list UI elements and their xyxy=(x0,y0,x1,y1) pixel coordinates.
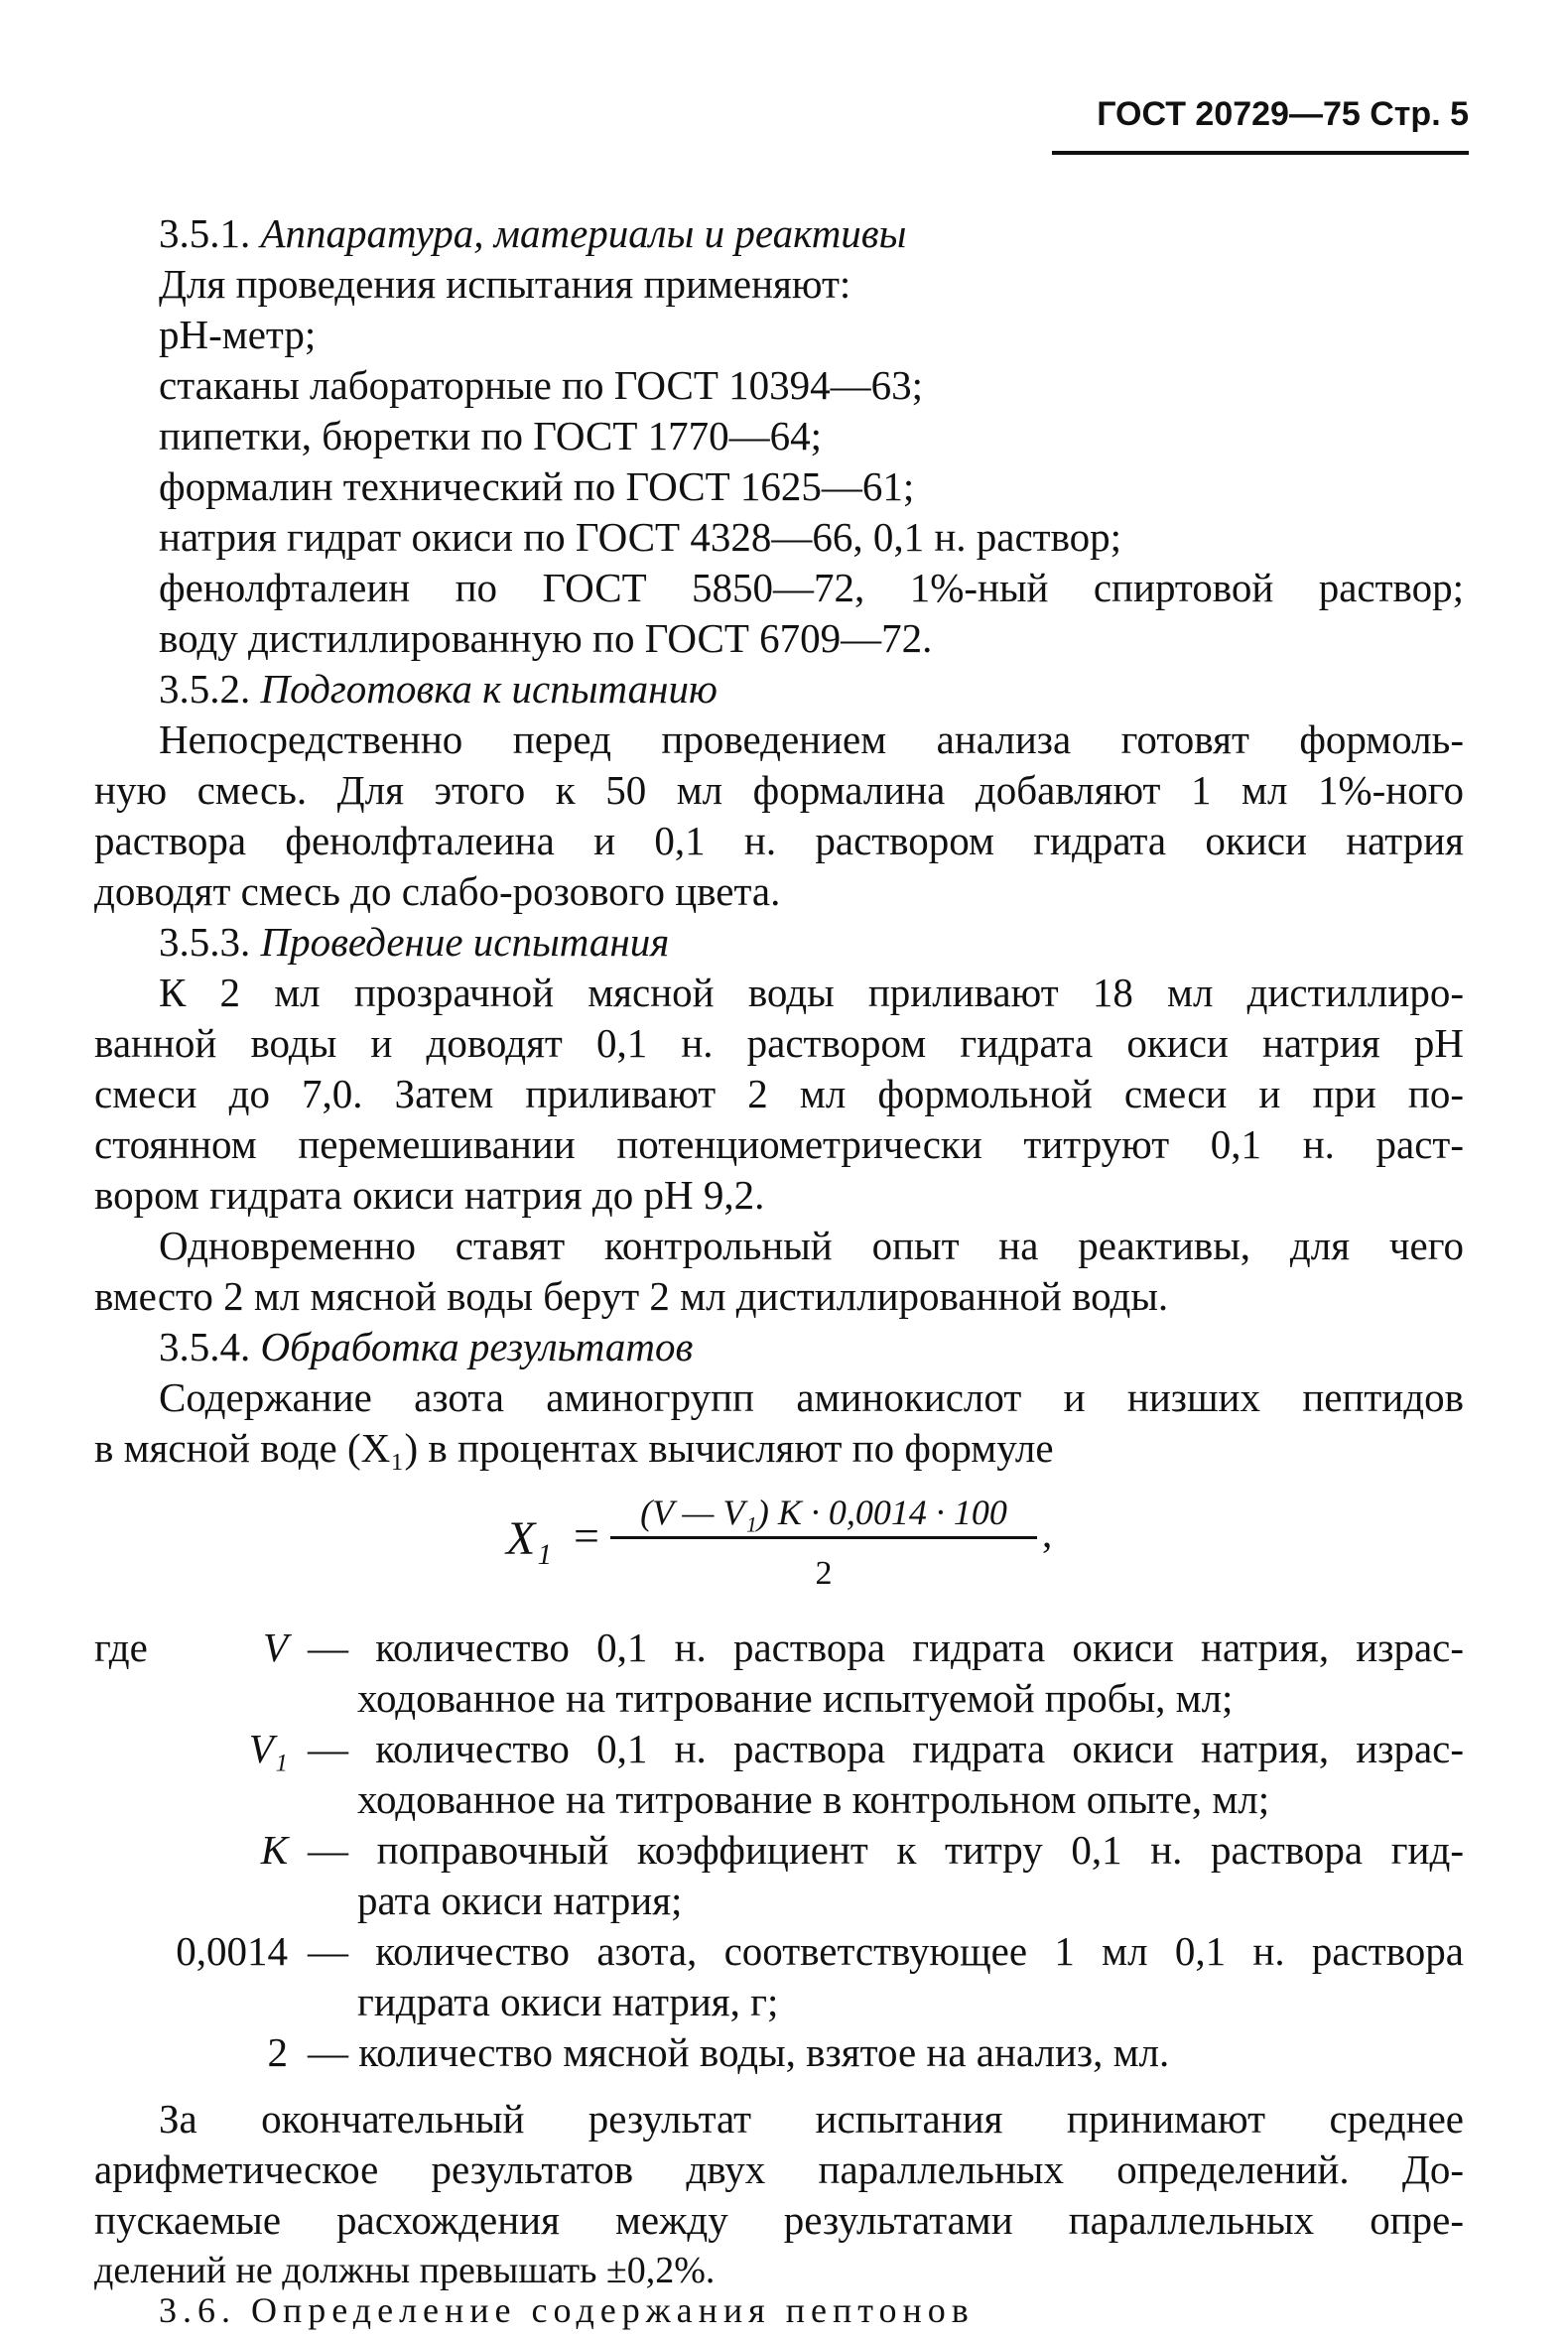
text-line: арифметическое результатов двух параллельных определений. До- xyxy=(94,2146,1464,2192)
formula xyxy=(506,1489,1121,1608)
text-line: доводят смесь до слабо-розового цвета. xyxy=(94,868,781,914)
definition-line: — количество 0,1 н. раствора гидрата окиси натрия, израс- xyxy=(308,1624,1464,1670)
text-line: рН-метр; xyxy=(159,312,317,357)
heading-number: 3.5.2. xyxy=(159,666,251,712)
formula-lhs: X₁ xyxy=(506,1512,553,1565)
formula-comma: , xyxy=(1042,1510,1053,1556)
text-line: пускаемые расхождения между результатами параллельных опре- xyxy=(94,2197,1464,2243)
text-line: смеси до 7,0. Затем приливают 2 мл формольной смеси и при по- xyxy=(94,1071,1464,1116)
heading-title: Аппаратура, материалы и реактивы xyxy=(260,210,907,256)
definition-line: ходованное на титрование в контрольном опыте, мл; xyxy=(357,1776,1270,1822)
heading-number: 3.5.1. xyxy=(159,210,251,256)
definition-line: гидрата окиси натрия, г; xyxy=(357,1979,779,2024)
section-heading-3-5-2 xyxy=(159,664,1464,715)
text-line: воду дистиллированную по ГОСТ 6709—72. xyxy=(159,615,933,661)
text-line: вместо 2 мл мясной воды берут 2 мл дистиллированной воды. xyxy=(94,1273,1169,1319)
where-label: где xyxy=(94,1624,148,1670)
definition-line: — количество азота, соответствующее 1 мл 0,1 н. раствора xyxy=(308,1928,1464,1974)
definition-line: рата окиси натрия; xyxy=(357,1878,683,1923)
text-line: За окончательный результат испытания принимают среднее xyxy=(159,2096,1464,2142)
section-heading-3-5-3 xyxy=(159,917,1464,968)
heading-number: 3.5.3. xyxy=(159,919,251,965)
text-line: в мясной воде (X₁) в процентах вычисляют по формуле xyxy=(94,1425,1054,1471)
text-line: формалин технический по ГОСТ 1625—61; xyxy=(159,463,915,509)
text-line: вором гидрата окиси натрия до рН 9,2. xyxy=(94,1172,765,1218)
definition-line: — количество мясной воды, взятое на анализ, мл. xyxy=(308,2029,1170,2075)
text-line: Для проведения испытания применяют: xyxy=(159,261,851,307)
definition-symbol: К xyxy=(260,1827,288,1873)
text-line: К 2 мл прозрачной мясной воды приливают 18 мл дистиллиро- xyxy=(159,970,1464,1015)
definition-line: — количество 0,1 н. раствора гидрата окиси натрия, израс- xyxy=(308,1726,1464,1771)
text-line: стаканы лабораторные по ГОСТ 10394—63; xyxy=(159,362,924,408)
formula-denominator: 2 xyxy=(815,1555,833,1592)
text-line: делений не должны превышать ±0,2%. xyxy=(94,2250,716,2291)
heading-title: Проведение испытания xyxy=(260,919,670,965)
definition-symbol: 0,0014 xyxy=(176,1928,288,1974)
section-heading-3-5-1 xyxy=(159,208,1464,259)
text-line: стоянном перемешивании потенциометрически титруют 0,1 н. раст- xyxy=(94,1121,1464,1167)
text-line: ную смесь. Для этого к 50 мл формалина добавляют 1 мл 1%-ного xyxy=(94,767,1464,813)
text-line: Содержание азота аминогрупп аминокислот и низших пептидов xyxy=(159,1374,1464,1420)
heading-title: Обработка результатов xyxy=(260,1324,694,1369)
definition-line: — поправочный коэффициент к титру 0,1 н. раствора гид- xyxy=(308,1827,1464,1873)
section-heading-3-6: 3.6. Определение содержания пептонов xyxy=(159,2290,975,2330)
page-header: ГОСТ 20729—75 Стр. 5 xyxy=(1052,89,1469,155)
definition-symbol: V₁ xyxy=(248,1726,288,1771)
text-line: пипетки, бюретки по ГОСТ 1770—64; xyxy=(159,413,823,458)
formula-equals: = xyxy=(574,1510,599,1561)
text-line: ванной воды и доводят 0,1 н. раствором гидрата окиси натрия рН xyxy=(94,1020,1464,1066)
definition-symbol: V xyxy=(262,1624,288,1670)
definition-symbol: 2 xyxy=(267,2029,288,2075)
section-heading-3-5-4 xyxy=(159,1322,1464,1372)
heading-number: 3.5.4. xyxy=(159,1324,251,1369)
definition-line: ходованное на титрование испытуемой пробы, мл; xyxy=(357,1675,1234,1721)
text-line: Одновременно ставят контрольный опыт на реактивы, для чего xyxy=(159,1223,1464,1268)
formula-numerator: (V — V₁) K · 0,0014 · 100 xyxy=(610,1489,1037,1539)
heading-title: Подготовка к испытанию xyxy=(260,666,718,712)
text-line: Непосредственно перед проведением анализа готовят формоль- xyxy=(159,716,1464,762)
text-line: фенолфталеин по ГОСТ 5850—72, 1%-ный спиртовой раствор; xyxy=(159,565,1464,610)
text-line: натрия гидрат окиси по ГОСТ 4328—66, 0,1 н. раствор; xyxy=(159,514,1122,560)
text-line: раствора фенолфталеина и 0,1 н. раствором гидрата окиси натрия xyxy=(94,818,1464,863)
